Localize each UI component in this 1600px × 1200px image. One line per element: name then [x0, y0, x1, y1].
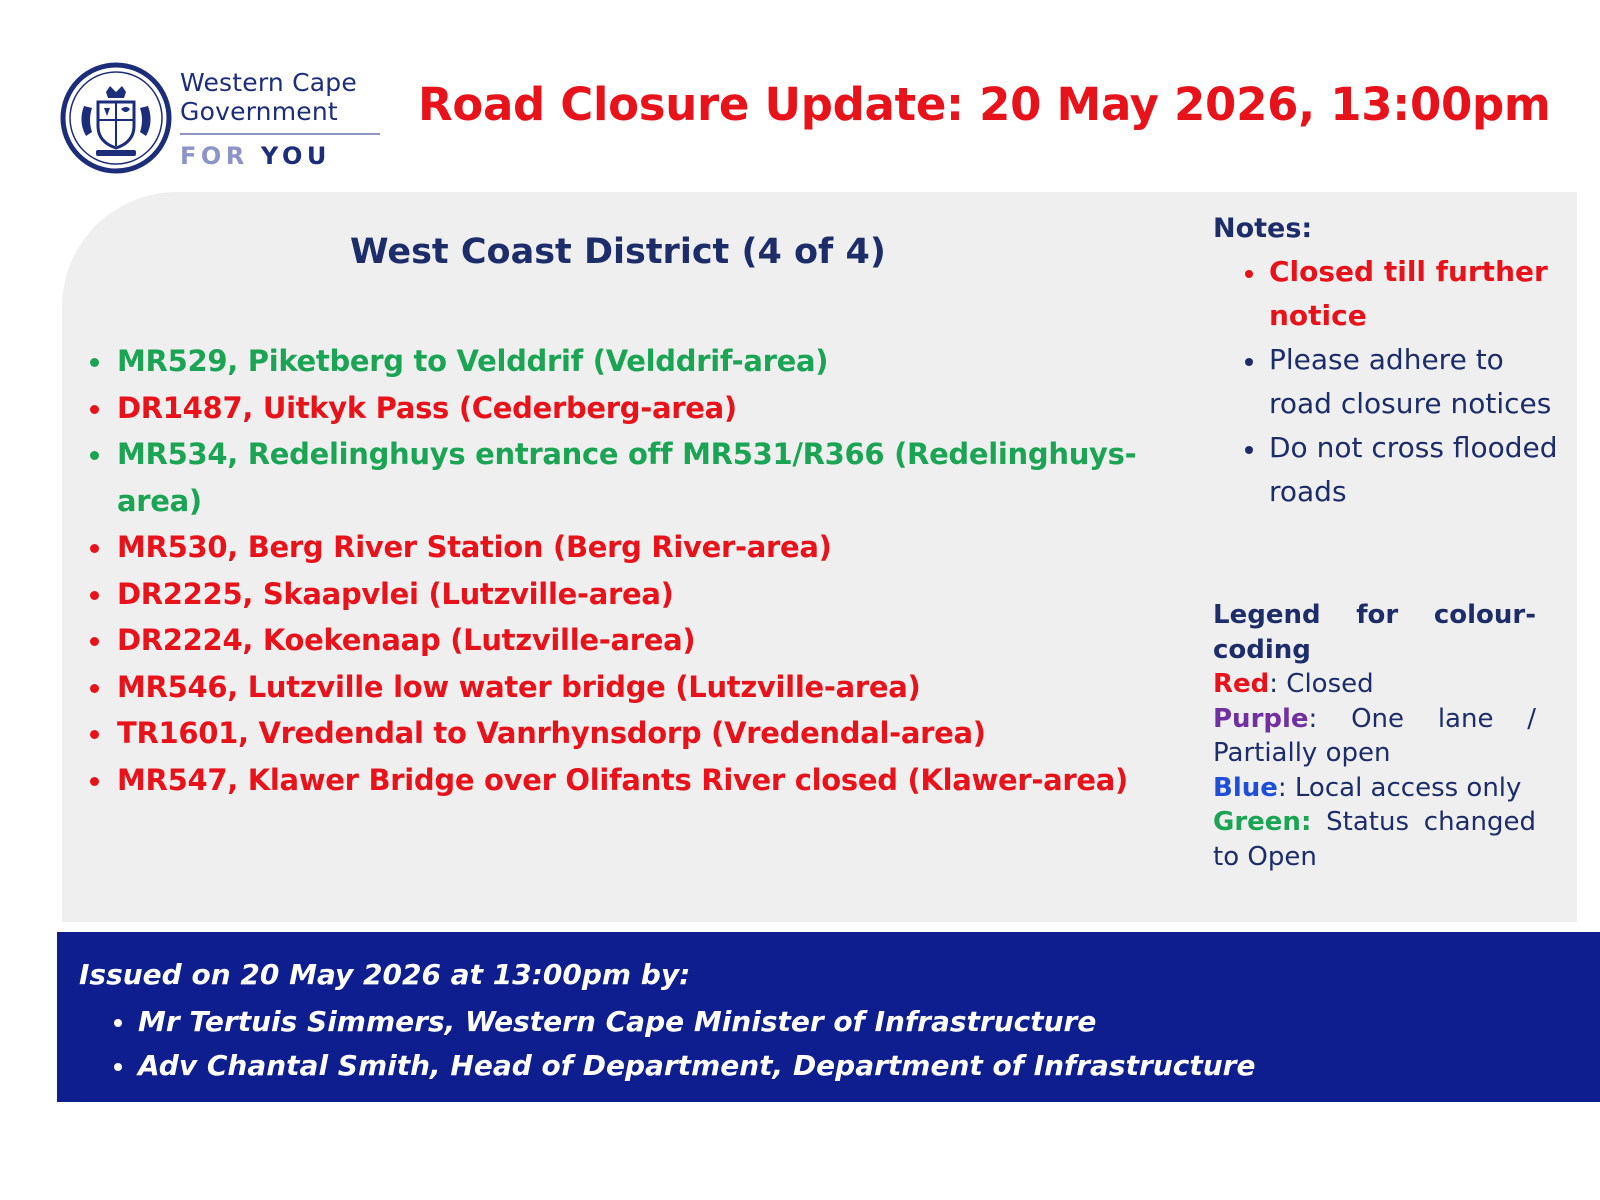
road-item-text: MR529, Piketberg to Velddrif (Velddrif-area)	[117, 344, 829, 378]
bullet-icon	[114, 1019, 122, 1027]
legend-item-red	[1213, 667, 1536, 702]
legend-text: Status changed to Open	[1213, 807, 1536, 872]
legend-label: Purple	[1213, 703, 1309, 734]
road-list	[86, 338, 1176, 803]
legend-item-green	[1213, 805, 1536, 874]
district-heading: West Coast District (4 of 4)	[350, 232, 886, 272]
road-item-text: MR546, Lutzville low water bridge (Lutzville-area)	[117, 669, 921, 704]
logo-line-2: Government	[180, 97, 338, 126]
road-item	[86, 571, 1176, 618]
road-item	[86, 524, 1176, 571]
logo-divider	[180, 133, 380, 135]
logo-tagline	[180, 142, 380, 170]
road-item	[86, 664, 1176, 711]
road-item	[86, 710, 1176, 757]
note-text: Please adhere to road closure notices	[1269, 343, 1552, 420]
legend-item-purple	[1213, 702, 1536, 771]
bullet-icon	[1245, 446, 1253, 454]
legend-item-blue	[1213, 771, 1536, 806]
wcg-logo	[60, 62, 390, 174]
legend-label: Red	[1213, 669, 1270, 699]
road-item-text: DR2224, Koekenaap (Lutzville-area)	[117, 623, 696, 657]
road-item-text: DR1487, Uitkyk Pass (Cederberg-area)	[117, 390, 737, 425]
road-item	[86, 385, 1176, 432]
bullet-icon	[90, 358, 99, 367]
legend-text: : Local access only	[1277, 772, 1522, 803]
road-item	[86, 431, 1176, 524]
note-text: Closed till further notice	[1269, 255, 1548, 332]
logo-tag-you: YOU	[260, 142, 331, 170]
road-item-text: DR2225, Skaapvlei (Lutzville-area)	[117, 576, 674, 611]
legend-label: Green:	[1213, 807, 1312, 837]
page-title: Road Closure Update: 20 May 2026, 13:00pm	[418, 78, 1551, 131]
road-item-text: MR534, Redelinghuys entrance off MR531/R366 (Redelinghuys-area)	[117, 437, 1137, 518]
bullet-icon	[1245, 270, 1253, 278]
bullet-icon	[90, 730, 99, 739]
bullet-icon	[90, 684, 99, 693]
coat-of-arms-icon	[60, 62, 172, 174]
road-item	[86, 617, 1176, 664]
bullet-icon	[90, 451, 99, 460]
bullet-icon	[114, 1063, 122, 1071]
logo-tag-for: FOR	[180, 142, 249, 170]
legend-heading: Legend for colour-coding	[1213, 600, 1536, 665]
road-item-text: MR530, Berg River Station (Berg River-area)	[117, 530, 832, 564]
bullet-icon	[90, 777, 99, 786]
legend-label: Blue	[1213, 772, 1278, 803]
road-item	[86, 757, 1176, 804]
notes-list	[1240, 250, 1560, 514]
issued-footer	[57, 932, 1600, 1102]
bullet-icon	[90, 591, 99, 600]
signer-item	[109, 1000, 1255, 1044]
bullet-icon	[90, 637, 99, 646]
legend-text: : Closed	[1269, 669, 1374, 699]
note-text: Do not cross flooded roads	[1269, 431, 1558, 508]
logo-line-1: Western Cape	[180, 68, 357, 97]
note-item	[1240, 338, 1560, 426]
road-item	[86, 338, 1176, 385]
note-item	[1240, 250, 1560, 338]
road-item-text: TR1601, Vredendal to Vanrhynsdorp (Vredendal-area)	[117, 716, 986, 750]
notes-heading: Notes:	[1213, 213, 1313, 244]
legend-text: : One lane / Partially open	[1213, 703, 1536, 768]
signer-text: Mr Tertuis Simmers, Western Cape Minister of Infrastructure	[138, 1005, 1097, 1038]
logo-text	[180, 68, 380, 170]
bullet-icon	[1245, 358, 1253, 366]
signer-item	[109, 1044, 1255, 1088]
issued-line: Issued on 20 May 2026 at 13:00pm by:	[79, 958, 691, 991]
bullet-icon	[90, 405, 99, 414]
signer-list	[109, 1000, 1255, 1088]
signer-text: Adv Chantal Smith, Head of Department, Department of Infrastructure	[138, 1049, 1256, 1082]
note-item	[1240, 426, 1560, 514]
bullet-icon	[90, 544, 99, 553]
road-item-text: MR547, Klawer Bridge over Olifants River closed (Klawer-area)	[117, 762, 1128, 797]
colour-legend	[1213, 598, 1536, 874]
